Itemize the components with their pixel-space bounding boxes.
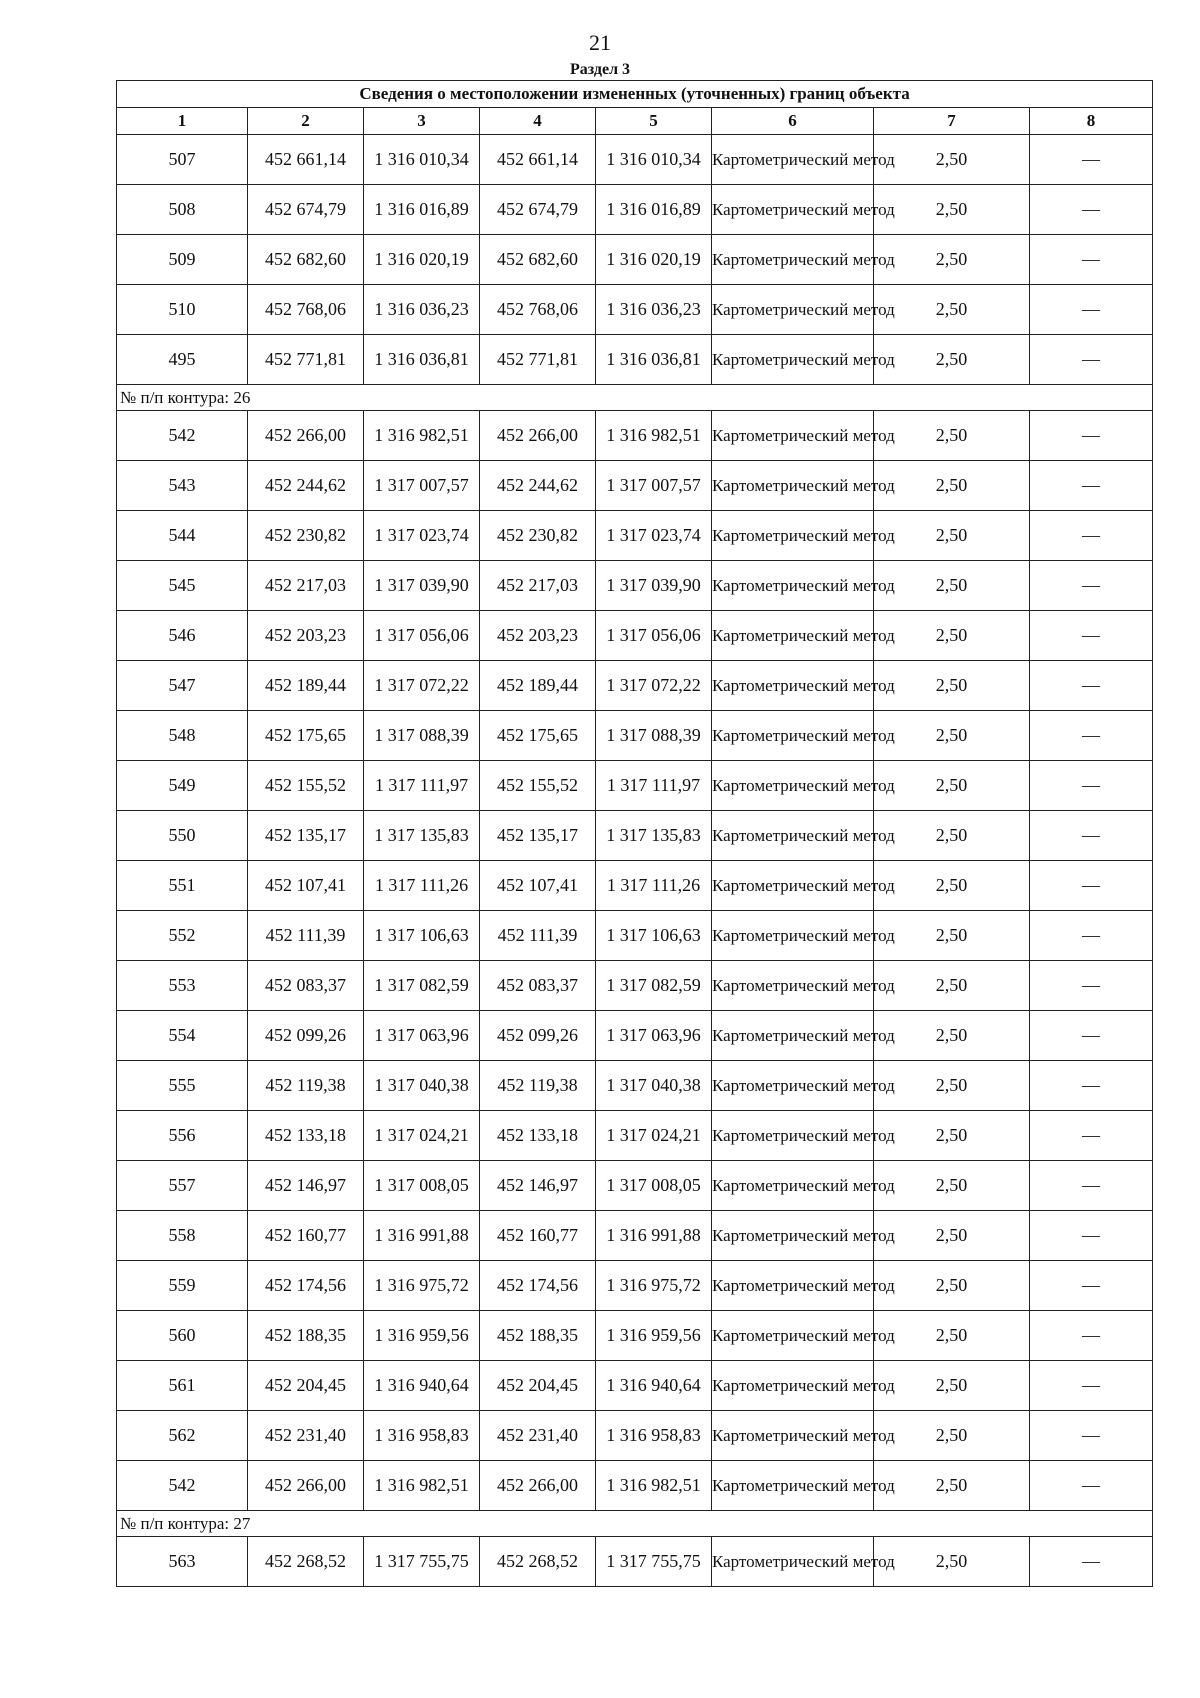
y-old-cell: 1 317 056,06 xyxy=(364,611,480,661)
table-row xyxy=(117,761,1153,811)
description-cell: — xyxy=(1030,1411,1153,1461)
accuracy-cell: 2,50 xyxy=(874,1161,1030,1211)
y-new-cell: 1 317 135,83 xyxy=(596,811,712,861)
accuracy-cell: 2,50 xyxy=(874,511,1030,561)
y-new-cell: 1 316 982,51 xyxy=(596,411,712,461)
column-number: 7 xyxy=(874,108,1030,135)
point-number-cell: 495 xyxy=(117,335,248,385)
y-old-cell: 1 317 024,21 xyxy=(364,1111,480,1161)
description-cell: — xyxy=(1030,911,1153,961)
method-cell: Картометрический метод xyxy=(712,285,874,335)
description-cell: — xyxy=(1030,1011,1153,1061)
y-new-cell: 1 317 023,74 xyxy=(596,511,712,561)
x-old-cell: 452 768,06 xyxy=(248,285,364,335)
y-old-cell: 1 317 082,59 xyxy=(364,961,480,1011)
description-cell: — xyxy=(1030,1537,1153,1587)
point-number-cell: 545 xyxy=(117,561,248,611)
table-row xyxy=(117,611,1153,661)
point-number-cell: 552 xyxy=(117,911,248,961)
x-old-cell: 452 146,97 xyxy=(248,1161,364,1211)
method-cell: Картометрический метод xyxy=(712,1261,874,1311)
method-cell: Картометрический метод xyxy=(712,811,874,861)
point-number-cell: 558 xyxy=(117,1211,248,1261)
x-new-cell: 452 189,44 xyxy=(480,661,596,711)
y-new-cell: 1 316 975,72 xyxy=(596,1261,712,1311)
method-cell: Картометрический метод xyxy=(712,911,874,961)
table-row xyxy=(117,235,1153,285)
method-cell: Картометрический метод xyxy=(712,1411,874,1461)
point-number-cell: 547 xyxy=(117,661,248,711)
point-number-cell: 509 xyxy=(117,235,248,285)
table-row xyxy=(117,1411,1153,1461)
x-new-cell: 452 135,17 xyxy=(480,811,596,861)
description-cell: — xyxy=(1030,761,1153,811)
point-number-cell: 551 xyxy=(117,861,248,911)
table-row xyxy=(117,811,1153,861)
table-row xyxy=(117,335,1153,385)
y-new-cell: 1 317 111,97 xyxy=(596,761,712,811)
y-new-cell: 1 317 063,96 xyxy=(596,1011,712,1061)
column-number: 4 xyxy=(480,108,596,135)
description-cell: — xyxy=(1030,811,1153,861)
x-new-cell: 452 217,03 xyxy=(480,561,596,611)
table-body xyxy=(117,135,1153,1587)
y-new-cell: 1 316 940,64 xyxy=(596,1361,712,1411)
description-cell: — xyxy=(1030,135,1153,185)
x-new-cell: 452 155,52 xyxy=(480,761,596,811)
y-new-cell: 1 317 755,75 xyxy=(596,1537,712,1587)
point-number-cell: 548 xyxy=(117,711,248,761)
description-cell: — xyxy=(1030,511,1153,561)
table-row xyxy=(117,711,1153,761)
description-cell: — xyxy=(1030,411,1153,461)
point-number-cell: 543 xyxy=(117,461,248,511)
point-number-cell: 563 xyxy=(117,1537,248,1587)
method-cell: Картометрический метод xyxy=(712,335,874,385)
description-cell: — xyxy=(1030,561,1153,611)
x-new-cell: 452 083,37 xyxy=(480,961,596,1011)
y-new-cell: 1 316 959,56 xyxy=(596,1311,712,1361)
x-new-cell: 452 174,56 xyxy=(480,1261,596,1311)
y-old-cell: 1 316 020,19 xyxy=(364,235,480,285)
y-old-cell: 1 317 039,90 xyxy=(364,561,480,611)
y-old-cell: 1 317 040,38 xyxy=(364,1061,480,1111)
accuracy-cell: 2,50 xyxy=(874,611,1030,661)
x-new-cell: 452 175,65 xyxy=(480,711,596,761)
table-row xyxy=(117,461,1153,511)
method-cell: Картометрический метод xyxy=(712,861,874,911)
table-row xyxy=(117,511,1153,561)
point-number-cell: 542 xyxy=(117,1461,248,1511)
table-row xyxy=(117,1537,1153,1587)
method-cell: Картометрический метод xyxy=(712,1161,874,1211)
description-cell: — xyxy=(1030,235,1153,285)
accuracy-cell: 2,50 xyxy=(874,1111,1030,1161)
x-old-cell: 452 135,17 xyxy=(248,811,364,861)
accuracy-cell: 2,50 xyxy=(874,285,1030,335)
y-new-cell: 1 317 024,21 xyxy=(596,1111,712,1161)
y-old-cell: 1 316 940,64 xyxy=(364,1361,480,1411)
y-old-cell: 1 316 959,56 xyxy=(364,1311,480,1361)
description-cell: — xyxy=(1030,285,1153,335)
y-new-cell: 1 317 056,06 xyxy=(596,611,712,661)
description-cell: — xyxy=(1030,711,1153,761)
description-cell: — xyxy=(1030,1161,1153,1211)
y-new-cell: 1 317 007,57 xyxy=(596,461,712,511)
table-row xyxy=(117,1011,1153,1061)
point-number-cell: 508 xyxy=(117,185,248,235)
point-number-cell: 561 xyxy=(117,1361,248,1411)
point-number-cell: 559 xyxy=(117,1261,248,1311)
method-cell: Картометрический метод xyxy=(712,461,874,511)
x-old-cell: 452 204,45 xyxy=(248,1361,364,1411)
point-number-cell: 553 xyxy=(117,961,248,1011)
accuracy-cell: 2,50 xyxy=(874,1211,1030,1261)
x-old-cell: 452 188,35 xyxy=(248,1311,364,1361)
accuracy-cell: 2,50 xyxy=(874,1537,1030,1587)
point-number-cell: 542 xyxy=(117,411,248,461)
column-number: 6 xyxy=(712,108,874,135)
accuracy-cell: 2,50 xyxy=(874,411,1030,461)
y-new-cell: 1 317 111,26 xyxy=(596,861,712,911)
method-cell: Картометрический метод xyxy=(712,1361,874,1411)
x-new-cell: 452 231,40 xyxy=(480,1411,596,1461)
x-old-cell: 452 155,52 xyxy=(248,761,364,811)
y-old-cell: 1 317 111,97 xyxy=(364,761,480,811)
y-old-cell: 1 317 007,57 xyxy=(364,461,480,511)
y-old-cell: 1 316 982,51 xyxy=(364,411,480,461)
x-old-cell: 452 268,52 xyxy=(248,1537,364,1587)
table-row xyxy=(117,961,1153,1011)
table-row xyxy=(117,285,1153,335)
y-old-cell: 1 316 010,34 xyxy=(364,135,480,185)
x-new-cell: 452 099,26 xyxy=(480,1011,596,1061)
y-old-cell: 1 316 958,83 xyxy=(364,1411,480,1461)
accuracy-cell: 2,50 xyxy=(874,1361,1030,1411)
point-number-cell: 557 xyxy=(117,1161,248,1211)
y-old-cell: 1 317 023,74 xyxy=(364,511,480,561)
y-old-cell: 1 316 975,72 xyxy=(364,1261,480,1311)
y-old-cell: 1 316 036,23 xyxy=(364,285,480,335)
column-number-row xyxy=(117,108,1153,135)
accuracy-cell: 2,50 xyxy=(874,461,1030,511)
x-new-cell: 452 107,41 xyxy=(480,861,596,911)
description-cell: — xyxy=(1030,661,1153,711)
point-number-cell: 549 xyxy=(117,761,248,811)
table-row xyxy=(117,1461,1153,1511)
point-number-cell: 507 xyxy=(117,135,248,185)
method-cell: Картометрический метод xyxy=(712,1311,874,1361)
x-old-cell: 452 203,23 xyxy=(248,611,364,661)
method-cell: Картометрический метод xyxy=(712,1111,874,1161)
x-old-cell: 452 771,81 xyxy=(248,335,364,385)
y-new-cell: 1 317 106,63 xyxy=(596,911,712,961)
x-new-cell: 452 160,77 xyxy=(480,1211,596,1261)
description-cell: — xyxy=(1030,1461,1153,1511)
method-cell: Картометрический метод xyxy=(712,1211,874,1261)
column-number: 5 xyxy=(596,108,712,135)
description-cell: — xyxy=(1030,335,1153,385)
y-old-cell: 1 316 991,88 xyxy=(364,1211,480,1261)
table-row xyxy=(117,1111,1153,1161)
x-new-cell: 452 111,39 xyxy=(480,911,596,961)
description-cell: — xyxy=(1030,1211,1153,1261)
point-number-cell: 546 xyxy=(117,611,248,661)
x-old-cell: 452 111,39 xyxy=(248,911,364,961)
x-old-cell: 452 175,65 xyxy=(248,711,364,761)
description-cell: — xyxy=(1030,1061,1153,1111)
description-cell: — xyxy=(1030,461,1153,511)
contour-label: № п/п контура: 26 xyxy=(117,385,1153,411)
table-row xyxy=(117,661,1153,711)
x-new-cell: 452 768,06 xyxy=(480,285,596,335)
table-row xyxy=(117,1161,1153,1211)
table-row xyxy=(117,861,1153,911)
y-new-cell: 1 317 082,59 xyxy=(596,961,712,1011)
table-row xyxy=(117,911,1153,961)
x-old-cell: 452 083,37 xyxy=(248,961,364,1011)
x-old-cell: 452 119,38 xyxy=(248,1061,364,1111)
column-number: 2 xyxy=(248,108,364,135)
description-cell: — xyxy=(1030,611,1153,661)
x-old-cell: 452 099,26 xyxy=(248,1011,364,1061)
table-row xyxy=(117,185,1153,235)
table-row xyxy=(117,411,1153,461)
description-cell: — xyxy=(1030,961,1153,1011)
x-new-cell: 452 244,62 xyxy=(480,461,596,511)
y-new-cell: 1 316 982,51 xyxy=(596,1461,712,1511)
method-cell: Картометрический метод xyxy=(712,1011,874,1061)
accuracy-cell: 2,50 xyxy=(874,335,1030,385)
table-row xyxy=(117,1361,1153,1411)
accuracy-cell: 2,50 xyxy=(874,235,1030,285)
y-old-cell: 1 317 111,26 xyxy=(364,861,480,911)
x-old-cell: 452 266,00 xyxy=(248,411,364,461)
x-new-cell: 452 146,97 xyxy=(480,1161,596,1211)
contour-row xyxy=(117,385,1153,411)
y-old-cell: 1 317 008,05 xyxy=(364,1161,480,1211)
x-new-cell: 452 119,38 xyxy=(480,1061,596,1111)
accuracy-cell: 2,50 xyxy=(874,1061,1030,1111)
accuracy-cell: 2,50 xyxy=(874,1311,1030,1361)
y-new-cell: 1 316 010,34 xyxy=(596,135,712,185)
method-cell: Картометрический метод xyxy=(712,511,874,561)
y-new-cell: 1 317 040,38 xyxy=(596,1061,712,1111)
x-old-cell: 452 189,44 xyxy=(248,661,364,711)
method-cell: Картометрический метод xyxy=(712,135,874,185)
accuracy-cell: 2,50 xyxy=(874,661,1030,711)
x-old-cell: 452 133,18 xyxy=(248,1111,364,1161)
description-cell: — xyxy=(1030,861,1153,911)
accuracy-cell: 2,50 xyxy=(874,861,1030,911)
table-row xyxy=(117,1061,1153,1111)
method-cell: Картометрический метод xyxy=(712,185,874,235)
x-new-cell: 452 188,35 xyxy=(480,1311,596,1361)
y-new-cell: 1 316 020,19 xyxy=(596,235,712,285)
description-cell: — xyxy=(1030,1261,1153,1311)
y-old-cell: 1 317 088,39 xyxy=(364,711,480,761)
method-cell: Картометрический метод xyxy=(712,561,874,611)
x-new-cell: 452 661,14 xyxy=(480,135,596,185)
x-old-cell: 452 661,14 xyxy=(248,135,364,185)
page-number: 21 xyxy=(589,30,611,55)
y-old-cell: 1 316 036,81 xyxy=(364,335,480,385)
point-number-cell: 510 xyxy=(117,285,248,335)
accuracy-cell: 2,50 xyxy=(874,1411,1030,1461)
x-new-cell: 452 771,81 xyxy=(480,335,596,385)
point-number-cell: 556 xyxy=(117,1111,248,1161)
x-new-cell: 452 266,00 xyxy=(480,411,596,461)
accuracy-cell: 2,50 xyxy=(874,811,1030,861)
column-number: 1 xyxy=(117,108,248,135)
y-old-cell: 1 316 016,89 xyxy=(364,185,480,235)
x-old-cell: 452 107,41 xyxy=(248,861,364,911)
description-cell: — xyxy=(1030,1111,1153,1161)
y-new-cell: 1 316 036,81 xyxy=(596,335,712,385)
accuracy-cell: 2,50 xyxy=(874,711,1030,761)
y-old-cell: 1 316 982,51 xyxy=(364,1461,480,1511)
x-new-cell: 452 203,23 xyxy=(480,611,596,661)
point-number-cell: 550 xyxy=(117,811,248,861)
point-number-cell: 554 xyxy=(117,1011,248,1061)
x-old-cell: 452 266,00 xyxy=(248,1461,364,1511)
section-title: Раздел 3 xyxy=(569,61,631,78)
y-new-cell: 1 317 039,90 xyxy=(596,561,712,611)
y-new-cell: 1 316 036,23 xyxy=(596,285,712,335)
method-cell: Картометрический метод xyxy=(712,1461,874,1511)
table-row xyxy=(117,1311,1153,1361)
y-old-cell: 1 317 072,22 xyxy=(364,661,480,711)
x-new-cell: 452 204,45 xyxy=(480,1361,596,1411)
method-cell: Картометрический метод xyxy=(712,961,874,1011)
contour-row xyxy=(117,1511,1153,1537)
y-new-cell: 1 316 991,88 xyxy=(596,1211,712,1261)
table-row xyxy=(117,1211,1153,1261)
x-new-cell: 452 268,52 xyxy=(480,1537,596,1587)
y-new-cell: 1 317 088,39 xyxy=(596,711,712,761)
y-new-cell: 1 316 958,83 xyxy=(596,1411,712,1461)
y-old-cell: 1 317 063,96 xyxy=(364,1011,480,1061)
accuracy-cell: 2,50 xyxy=(874,1261,1030,1311)
y-old-cell: 1 317 106,63 xyxy=(364,911,480,961)
accuracy-cell: 2,50 xyxy=(874,561,1030,611)
method-cell: Картометрический метод xyxy=(712,235,874,285)
x-old-cell: 452 231,40 xyxy=(248,1411,364,1461)
description-cell: — xyxy=(1030,185,1153,235)
y-old-cell: 1 317 755,75 xyxy=(364,1537,480,1587)
y-new-cell: 1 317 008,05 xyxy=(596,1161,712,1211)
accuracy-cell: 2,50 xyxy=(874,135,1030,185)
accuracy-cell: 2,50 xyxy=(874,1011,1030,1061)
x-new-cell: 452 682,60 xyxy=(480,235,596,285)
table-row xyxy=(117,135,1153,185)
description-cell: — xyxy=(1030,1361,1153,1411)
accuracy-cell: 2,50 xyxy=(874,961,1030,1011)
x-new-cell: 452 230,82 xyxy=(480,511,596,561)
accuracy-cell: 2,50 xyxy=(874,911,1030,961)
accuracy-cell: 2,50 xyxy=(874,185,1030,235)
column-number: 3 xyxy=(364,108,480,135)
y-old-cell: 1 317 135,83 xyxy=(364,811,480,861)
point-number-cell: 562 xyxy=(117,1411,248,1461)
method-cell: Картометрический метод xyxy=(712,1061,874,1111)
accuracy-cell: 2,50 xyxy=(874,1461,1030,1511)
x-old-cell: 452 682,60 xyxy=(248,235,364,285)
column-number: 8 xyxy=(1030,108,1153,135)
x-new-cell: 452 674,79 xyxy=(480,185,596,235)
method-cell: Картометрический метод xyxy=(712,611,874,661)
point-number-cell: 560 xyxy=(117,1311,248,1361)
method-cell: Картометрический метод xyxy=(712,1537,874,1587)
x-old-cell: 452 160,77 xyxy=(248,1211,364,1261)
description-cell: — xyxy=(1030,1311,1153,1361)
x-old-cell: 452 230,82 xyxy=(248,511,364,561)
x-old-cell: 452 674,79 xyxy=(248,185,364,235)
table-row xyxy=(117,561,1153,611)
point-number-cell: 544 xyxy=(117,511,248,561)
y-new-cell: 1 316 016,89 xyxy=(596,185,712,235)
method-cell: Картометрический метод xyxy=(712,711,874,761)
point-number-cell: 555 xyxy=(117,1061,248,1111)
x-old-cell: 452 244,62 xyxy=(248,461,364,511)
y-new-cell: 1 317 072,22 xyxy=(596,661,712,711)
method-cell: Картометрический метод xyxy=(712,761,874,811)
contour-label: № п/п контура: 27 xyxy=(117,1511,1153,1537)
x-old-cell: 452 174,56 xyxy=(248,1261,364,1311)
table-row xyxy=(117,1261,1153,1311)
table-caption: Сведения о местоположении измененных (уточненных) границ объекта xyxy=(117,81,1153,108)
method-cell: Картометрический метод xyxy=(712,411,874,461)
x-old-cell: 452 217,03 xyxy=(248,561,364,611)
x-new-cell: 452 133,18 xyxy=(480,1111,596,1161)
method-cell: Картометрический метод xyxy=(712,661,874,711)
x-new-cell: 452 266,00 xyxy=(480,1461,596,1511)
accuracy-cell: 2,50 xyxy=(874,761,1030,811)
boundary-coordinates-table xyxy=(116,80,1153,1587)
